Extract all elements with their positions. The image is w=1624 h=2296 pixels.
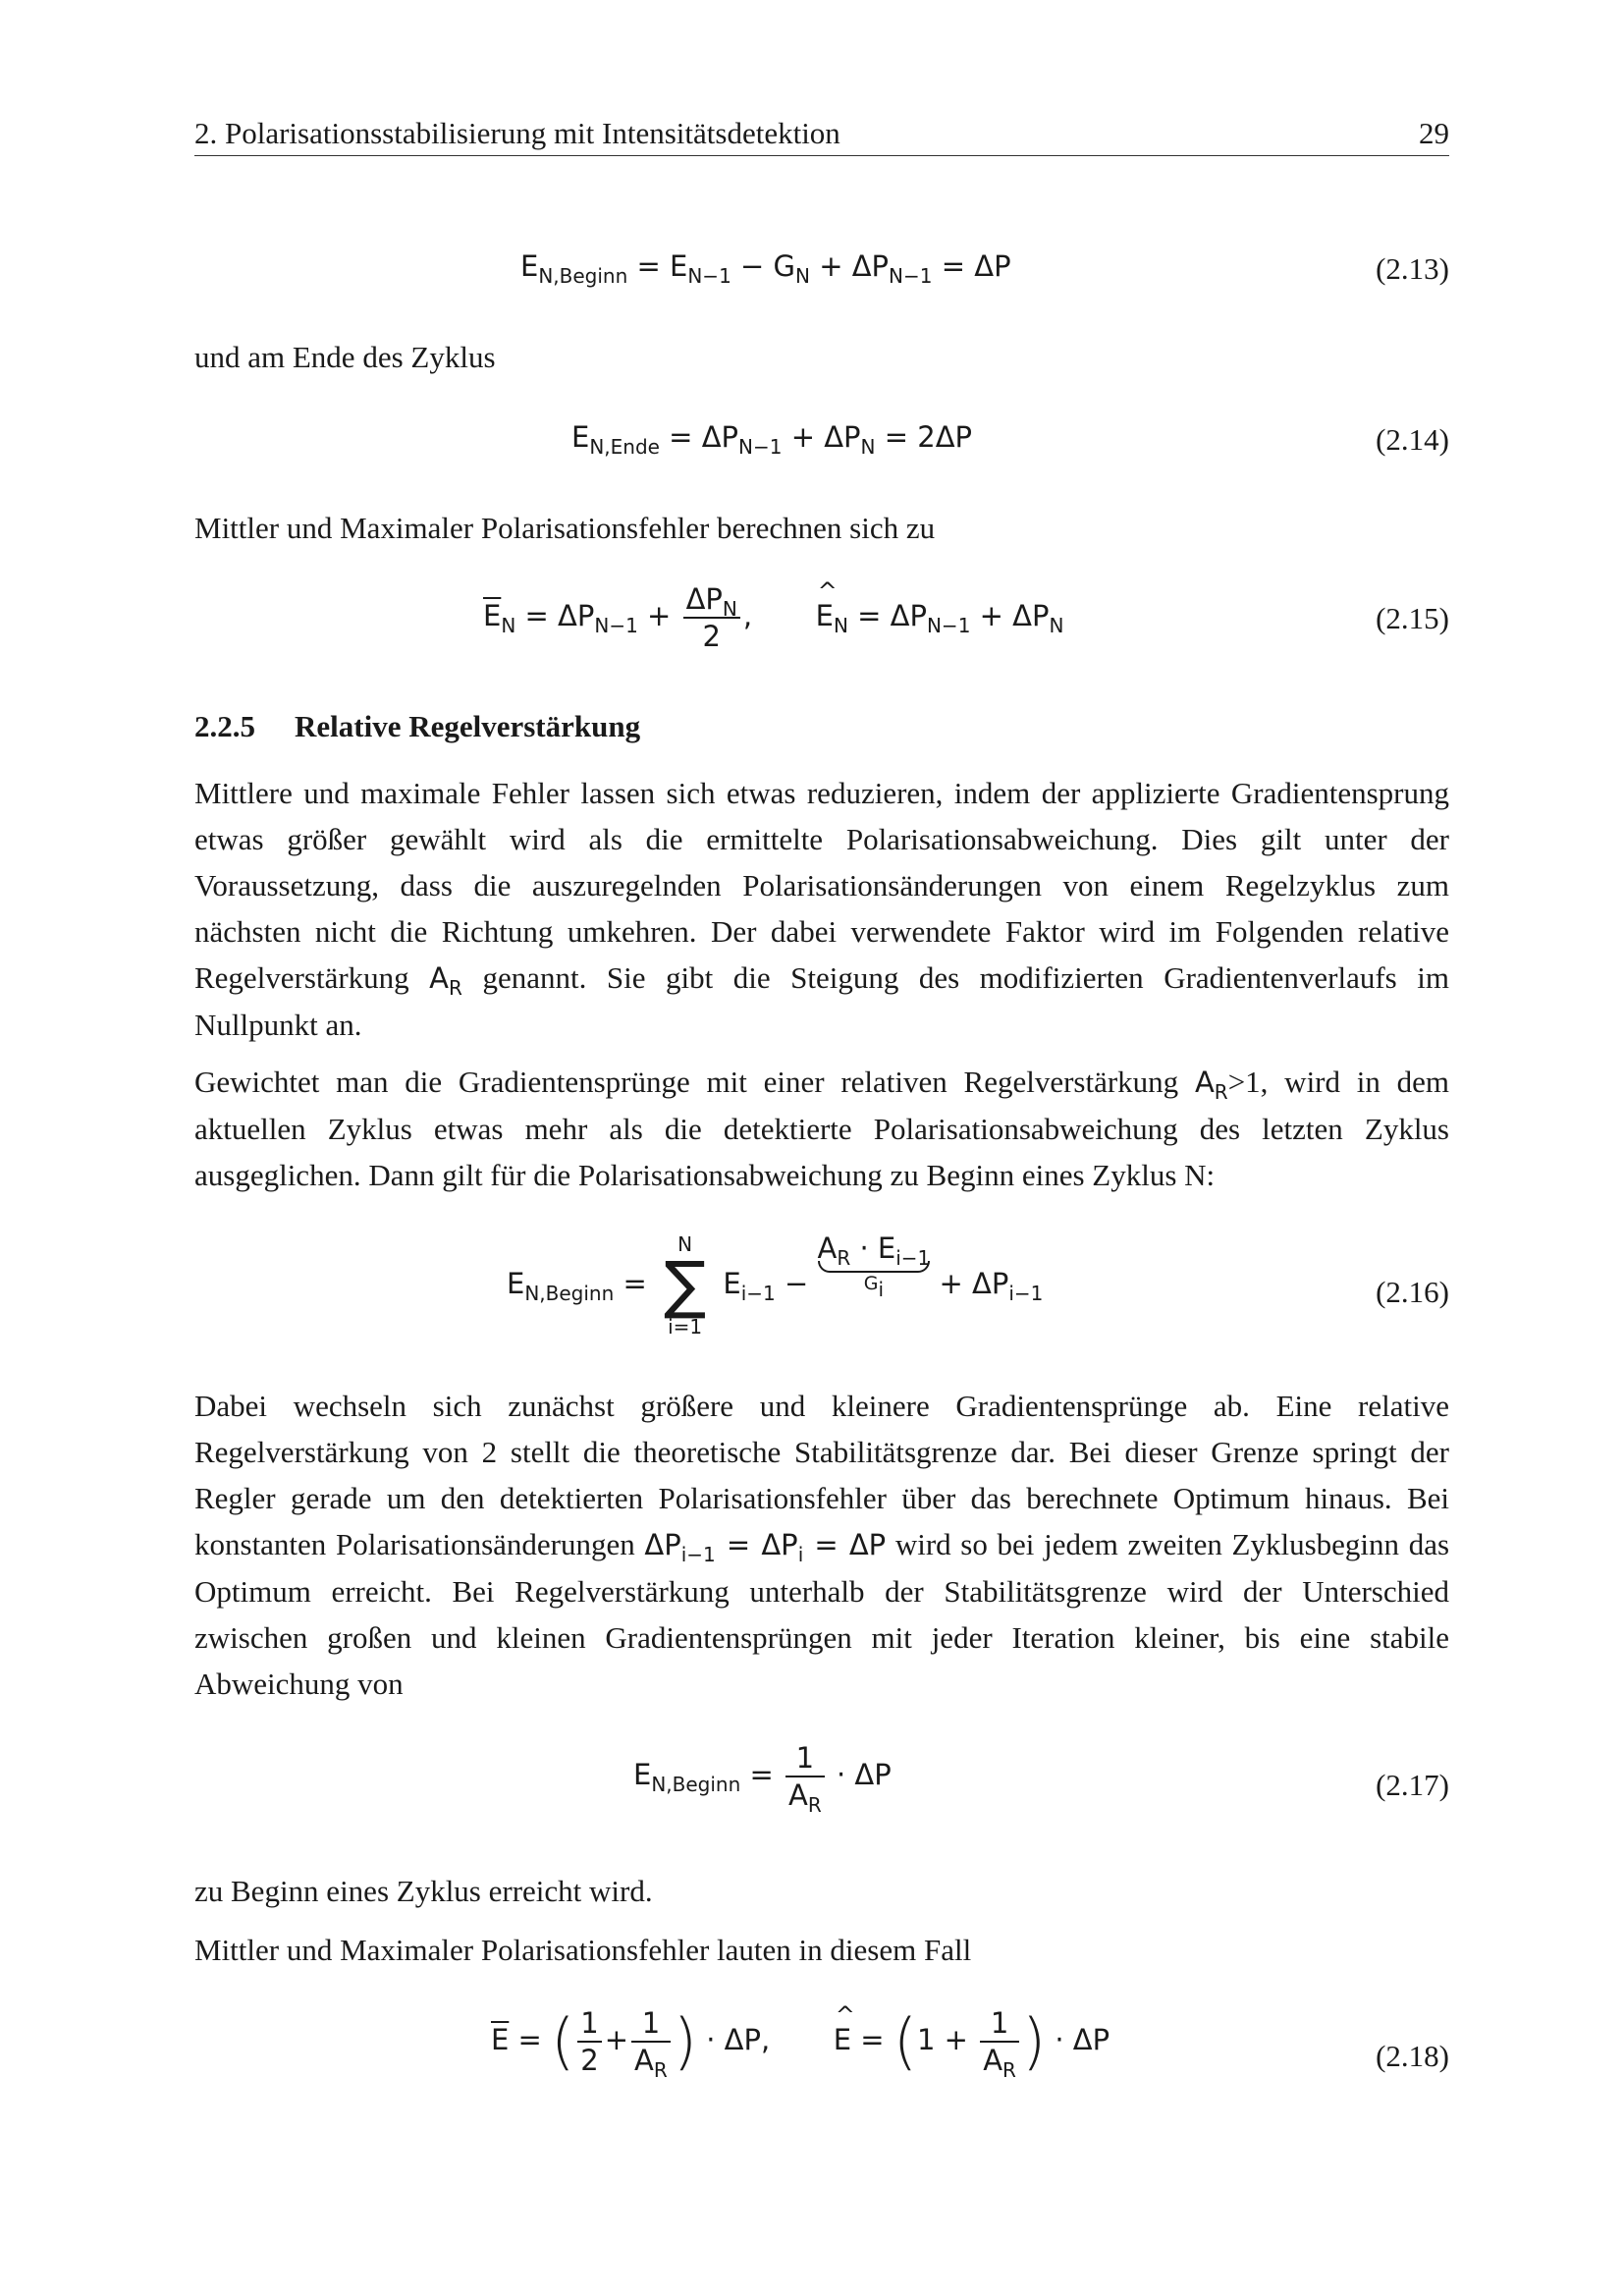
running-title: 2. Polarisationsstabilisierung mit Intensitätsdetektion (194, 116, 840, 150)
fraction: $\frac{1}{2}$ (577, 2005, 601, 2078)
section-heading (194, 709, 640, 744)
paragraph-3: Dabei wechseln sich zunächst größere und kleinere Gradientensprünge ab. Eine relative Regelverstärkung von 2 stellt die theoretische Stabilitätsgrenze dar. Bei dieser Grenze springt der Regler gerade um den detektierten Polarisationsfehler über das berechnete Optimum hinaus. Bei konstanten Polarisationsänderungen $\Delta P_{i-1} = \Delta P_i = \Delta P$ wird so bei jedem zweiten Zyklusbeginn das Optimum erreicht. Bei Regelverstärkung unterhalb der Stabilitätsgrenze wird der Unterschied zwischen großen und kleinen Gradientensprüngen mit jeder Iteration kleiner, bis eine stabile Abweichung von (194, 1389, 1450, 1701)
equation-number-2-14: (2.14) (1376, 422, 1449, 457)
equation-number-2-15: (2.15) (1376, 601, 1449, 635)
fraction: $\frac{1}{A_R}$ (785, 1740, 825, 1813)
equation-2-16: $E_{N,Beginn}$ = N ∑ i=1 $E_{i-1}$ − $A_R \cdot E_{i-1}$ $G_i$ + $\Delta P_{i-1}$ (507, 1231, 1044, 1339)
paragraph-2-text-a: Gewichtet man die Gradientensprünge mit einer relativen Regelverstärkung (194, 1065, 1195, 1099)
paragraph-2-text-b: >1, wird in dem aktuellen Zyklus etwas mehr als die detektierte Polarisationsabweichung des letzten Zyklus ausgeglichen. Dann gilt für die Polarisationsabweichung zu Beginn eines Zyklus N: (194, 1065, 1449, 1192)
equation-number-2-17: (2.17) (1376, 1768, 1449, 1802)
fraction: $\frac{\Delta P_N}{2}$ (683, 581, 740, 654)
paragraph-ende: und am Ende des Zyklus (194, 340, 496, 374)
paragraph-2: Gewichtet man die Gradientensprünge mit einer relativen Regelverstärkung $A_R>1$, wird in dem aktuellen Zyklus etwas mehr als die detektierte Polarisationsabweichung des letzten Zyklus ausgeglichen. Dann gilt für die Polarisationsabweichung zu Beginn eines Zyklus N: (194, 1065, 1449, 1192)
equation-number-2-18: (2.18) (1376, 2039, 1449, 2073)
equation-number-2-16: (2.16) (1376, 1275, 1449, 1309)
equation-2-14: $E_{N,Ende} = \Delta P_{N-1} + \Delta P_N = 2\Delta P$ (571, 420, 973, 459)
paragraph-beginn: zu Beginn eines Zyklus erreicht wird. (194, 1874, 653, 1908)
fraction: $\frac{1}{A_R}$ (980, 2005, 1019, 2078)
paragraph-lauten: Mittler und Maximaler Polarisationsfehler lauten in diesem Fall (194, 1933, 972, 1967)
fraction: $\frac{1}{A_R}$ (631, 2005, 671, 2078)
paragraph-1-text-b: genannt. Sie gibt die Steigung des modifizierten Gradientenverlaufs im Nullpunkt an. (194, 960, 1449, 1042)
equation-2-17: $E_{N,Beginn}$ = $\frac{1}{A_R}$ · ΔP (633, 1741, 892, 1817)
paragraph-3-text-b: wird so bei jedem zweiten Zyklusbeginn das Optimum erreicht. Bei Regelverstärkung unterhalb der Stabilitätsgrenze wird der Unterschied zwischen großen und kleinen Gradientensprüngen mit jeder Iteration kleiner, bis eine stabile Abweichung von (194, 1527, 1450, 1701)
section-title: Relative Regelverstärkung (295, 709, 641, 743)
equation-2-18: $\overline{E}$ = ( $\frac{1}{2}$ + $\frac{1}{A_R}$ ) · ΔP, ^ E = (1 + $\frac{1}{A_R}$ ) · ΔP (491, 2005, 1110, 2078)
paragraph-1-text-a: Mittlere und maximale Fehler lassen sich etwas reduzieren, indem der applizierte Gradientensprung etwas größer gewählt wird als die ermittelte Polarisationsabweichung. Dies gilt unter der Voraussetzung, dass die auszuregelnden Polarisationsänderungen von einem Regelzyklus zum nächsten nicht die Richtung umkehren. Der dabei verwendete Faktor wird im Folgenden relative Regelverstärkung (194, 776, 1449, 995)
section-number: 2.2.5 (194, 709, 255, 743)
page-header (194, 116, 1449, 156)
summation-sign: N ∑ i=1 (664, 1232, 707, 1339)
equation-2-15: $\overline{E}_N = \Delta P_{N-1}$ + $\frac{\Delta P_N}{2}$ , ^ $E_N = \Delta P_{N-1} + \Delta P_N$ (483, 581, 1063, 654)
paragraph-1: Mittlere und maximale Fehler lassen sich etwas reduzieren, indem der applizierte Gradientensprung etwas größer gewählt wird als die ermittelte Polarisationsabweichung. Dies gilt unter der Voraussetzung, dass die auszuregelnden Polarisationsänderungen von einem Regelzyklus zum nächsten nicht die Richtung umkehren. Der dabei verwendete Faktor wird im Folgenden relative Regelverstärkung $A_R$ genannt. Sie gibt die Steigung des modifizierten Gradientenverlaufs im Nullpunkt an. (194, 776, 1449, 1042)
paragraph-3-text-a: Dabei wechseln sich zunächst größere und kleinere Gradientensprünge ab. Eine relative Regelverstärkung von 2 stellt die theoretische Stabilitätsgrenze dar. Bei dieser Grenze springt der Regler gerade um den detektierten Polarisationsfehler über das berechnete Optimum hinaus. Bei konstanten Polarisationsänderungen (194, 1389, 1449, 1561)
equation-2-13: $E_{N,Beginn} = E_{N-1} - G_N + \Delta P_{N-1} = \Delta P$ (520, 249, 1011, 288)
underbrace: $A_R \cdot E_{i-1}$ $G_i$ (817, 1231, 931, 1301)
page-number: 29 (1419, 116, 1449, 150)
equation-number-2-13: (2.13) (1376, 251, 1449, 286)
paragraph-mittler: Mittler und Maximaler Polarisationsfehler berechnen sich zu (194, 511, 936, 545)
